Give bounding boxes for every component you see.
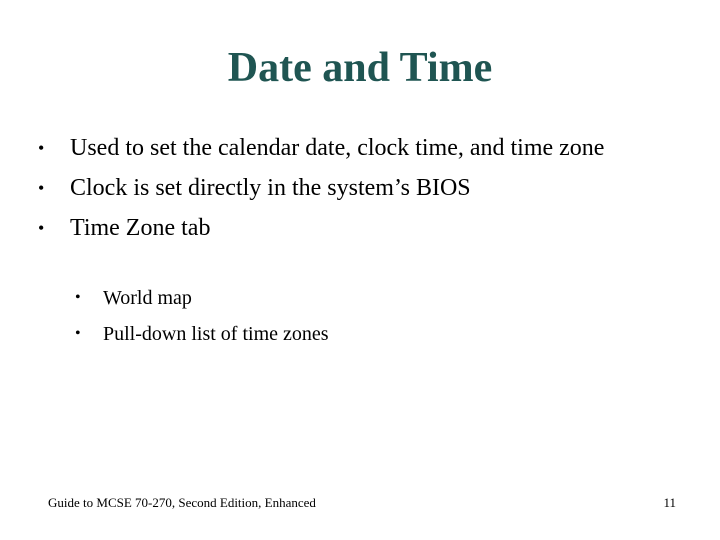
bullet-item xyxy=(38,172,678,204)
bullet-item xyxy=(38,212,678,244)
sub-bullet-text: Pull-down list of time zones xyxy=(103,323,329,345)
sub-bullet-item xyxy=(75,319,675,349)
bullet-text: Clock is set directly in the system’s BIOS xyxy=(70,175,471,201)
bullet-marker: • xyxy=(38,218,45,238)
sub-bullet-list xyxy=(75,283,675,355)
slide-title: Date and Time xyxy=(227,45,493,91)
footer-text: Guide to MCSE 70-270, Second Edition, Enhanced xyxy=(48,495,316,510)
bullet-marker: • xyxy=(38,138,45,158)
sub-bullet-marker: • xyxy=(75,325,81,342)
sub-bullet-text: World map xyxy=(103,287,192,309)
bullet-marker: • xyxy=(38,178,45,198)
sub-bullet-item xyxy=(75,283,675,313)
page-number: 11 xyxy=(663,495,676,510)
sub-bullet-marker: • xyxy=(75,289,81,306)
bullet-item xyxy=(38,132,678,164)
bullet-list xyxy=(38,132,678,252)
bullet-text: Used to set the calendar date, clock time, and time zone xyxy=(70,135,605,161)
bullet-text: Time Zone tab xyxy=(70,215,211,241)
